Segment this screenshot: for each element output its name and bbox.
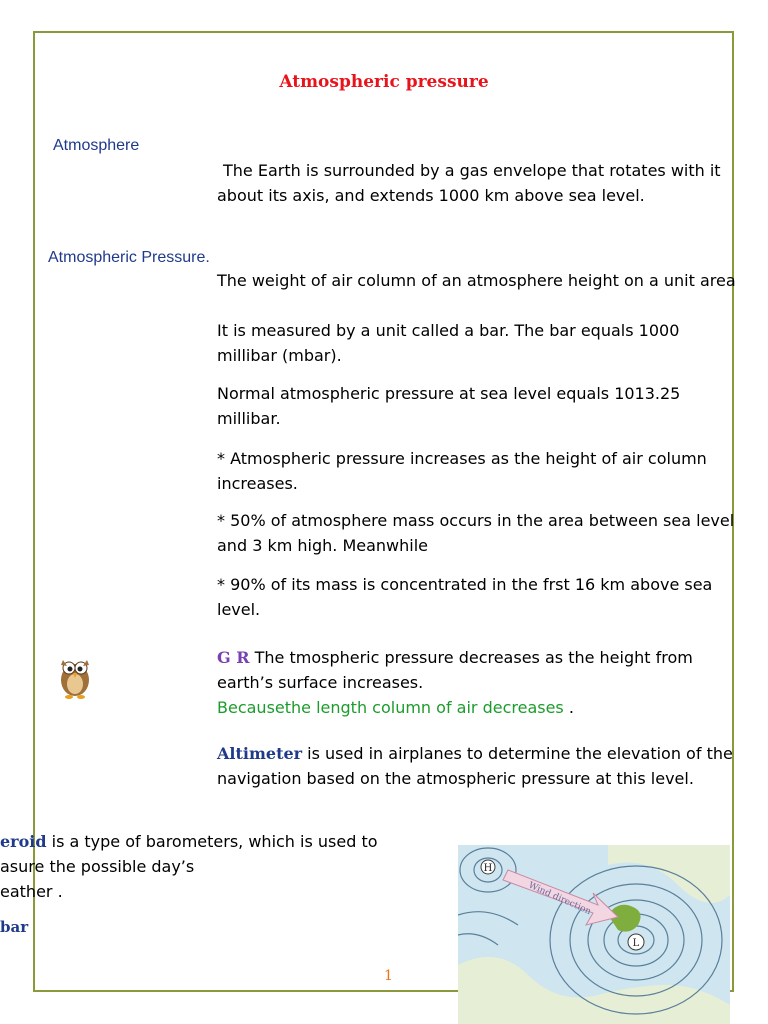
gr-text: The tmospheric pressure decreases as the height from earth’s surface increases. <box>217 648 693 692</box>
page-title: Atmospheric pressure <box>279 72 489 92</box>
altimeter-block <box>217 741 737 791</box>
map-low-label: L <box>632 938 640 949</box>
aneroid-line2: asure the possible day’s <box>0 857 195 876</box>
heading-atmospheric-pressure: Atmospheric Pressure. <box>48 249 210 266</box>
map-high-label: H <box>483 863 493 874</box>
weather-map-image <box>458 845 730 1024</box>
owl-icon <box>55 650 95 700</box>
altimeter-text: is used in airplanes to determine the elevation of the navigation based on the atmospheric pressure at this level. <box>217 744 733 788</box>
bullet-90-percent: * 90% of its mass is concentrated in the frst 16 km above sea level. <box>217 575 713 619</box>
aneroid-line1: is a type of barometers, which is used to <box>46 832 378 851</box>
because-end: . <box>563 698 574 717</box>
gr-label: G R <box>217 648 250 667</box>
aneroid-line3: eather . <box>0 882 63 901</box>
because-text: Becausethe length column of air decreases <box>217 698 564 717</box>
gr-block <box>217 645 737 720</box>
aneroid-block <box>0 829 420 904</box>
pressure-definition: The weight of air column of an atmosphere height on a unit area <box>217 271 736 290</box>
bullet-height: * Atmospheric pressure increases as the height of air column increases. <box>217 449 707 493</box>
heading-atmosphere: Atmosphere <box>53 137 140 154</box>
aneroid-label: eroid <box>0 832 47 851</box>
bullet-50-percent: * 50% of atmosphere mass occurs in the area between sea level and 3 km high. Meanwhile <box>217 511 735 555</box>
page-number: 1 <box>384 968 393 984</box>
map-arrow-text: Wind direction <box>526 880 593 918</box>
atmosphere-text: The Earth is surrounded by a gas envelope that rotates with it about its axis, and extends 1000 km above sea level. <box>217 161 721 205</box>
normal-pressure-text: Normal atmospheric pressure at sea level equals 1013.25 millibar. <box>217 384 681 428</box>
isobar-label: bar <box>0 918 29 936</box>
bar-unit-text: It is measured by a unit called a bar. The bar equals 1000 millibar (mbar). <box>217 321 680 365</box>
altimeter-label: Altimeter <box>217 744 303 763</box>
